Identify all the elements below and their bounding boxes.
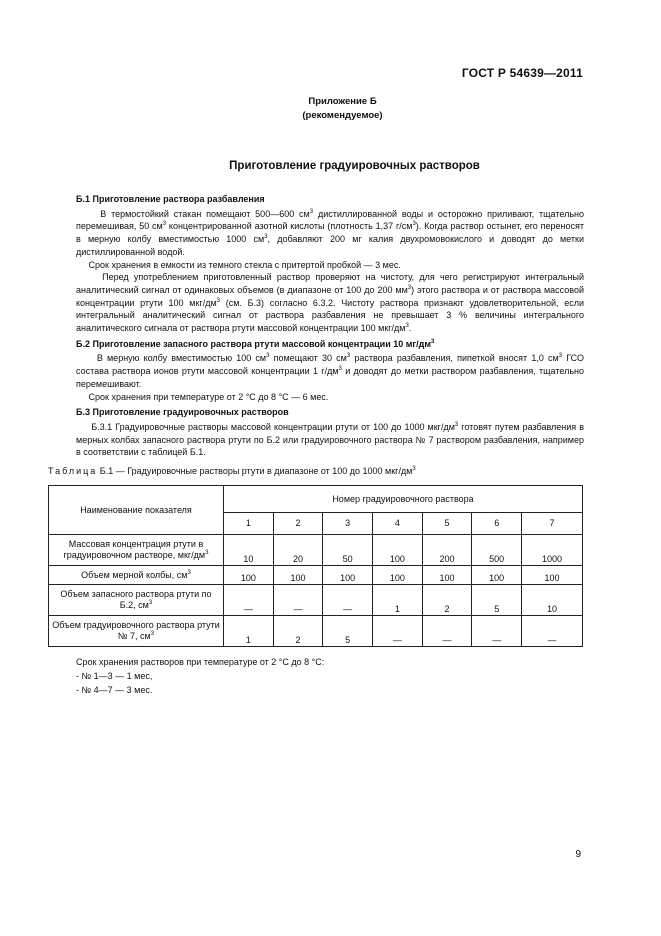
table-cell: 10 (224, 535, 274, 566)
table-cell: 100 (522, 566, 583, 585)
table-header-group: Номер градуировочного раствора (224, 486, 583, 513)
table-cell: 100 (224, 566, 274, 585)
table-row-name: Объем мерной колбы, $см^3$ (49, 566, 224, 585)
table-row (49, 535, 583, 566)
table-cell: 2 (422, 585, 472, 616)
table-cell: 10 (522, 585, 583, 616)
section-b1-paragraph-2: Срок хранения в емкости из темного стекла с притертой пробкой — 3 мес. (88, 259, 401, 270)
table-header-name: Наименование показателя (49, 486, 224, 535)
table-cell: 5 (472, 585, 522, 616)
standard-number: ГОСТ Р 54639—2011 (461, 66, 583, 80)
table-cell: 20 (273, 535, 323, 566)
table-cell: 1 (373, 585, 423, 616)
page-number: 9 (575, 849, 581, 860)
table-row-name: Объем запасного раствора ртути по Б.2, $см^3$ (49, 585, 224, 616)
table-cell: — (422, 616, 472, 647)
main-title: Приготовление градуировочных растворов (229, 160, 480, 172)
table-header-number: 7 (522, 512, 583, 534)
table-cell: 50 (323, 535, 373, 566)
table-header-number: 2 (273, 512, 323, 534)
table-row (49, 566, 583, 585)
storage-intro: Срок хранения растворов при температуре от 2 °С до 8 °С: (76, 657, 325, 667)
appendix-title: Приложение Б (308, 96, 377, 107)
appendix-note: (рекомендуемое) (302, 110, 383, 121)
section-b3-paragraph-1: Б.3.1 Градуировочные растворы массовой концентрации ртути от 100 до 1000 мкг/$дм^3$ готовят путем разбавления в мерных колбах запасного раствора ртути по Б.2 или градуировочного раствора № 7 раствором разбавления, например в соответствии с таблицей Б.1. (76, 421, 584, 458)
body-text (76, 190, 584, 459)
section-b2-paragraph-2: Срок хранения при температуре от 2 °С до 8 °С — 6 мес. (88, 391, 329, 402)
table-cell: 500 (472, 535, 522, 566)
table-header-number: 5 (422, 512, 472, 534)
table-header-number: 4 (373, 512, 423, 534)
table-header-number: 6 (472, 512, 522, 534)
table-cell: — (323, 585, 373, 616)
table-cell: 100 (422, 566, 472, 585)
table-cell: — (522, 616, 583, 647)
calibration-table (48, 485, 583, 647)
table-row-name: Массовая концентрация ртути в градуировочном растворе, мкг/$дм^3$ (49, 535, 224, 566)
section-b2-heading: Б.2 Приготовление запасного раствора ртути массовой концентрации 10 $мг/дм^3$ (76, 338, 435, 349)
table-header-number: 1 (224, 512, 274, 534)
section-b1-paragraph-1: В термостойкий стакан помещают 500—600 $см^3$ дистиллированной воды и осторожно приливают, тщательно перемешивая, 50 $см^3$ концентрированной азотной кислоты (плотность 1,37 $г/см^3$). Когда раствор остынет, его переносят в мерную колбу вместимостью 1000 $см^3$, добавляют 200 мг калия двухромовокислого и доводят до метки дистиллированной водой. (76, 208, 584, 257)
table-row (49, 616, 583, 647)
table-cell: 5 (323, 616, 373, 647)
section-b2-paragraph-1: В мерную колбу вместимостью 100 $см^3$ помещают 30 $см^3$ раствора разбавления, пипеткой вносят 1,0 $см^3$ ГСО состава раствора ионов ртути массовой концентрации 1 $г/дм^3$ и доводят до метки раствором разбавления, тщательно перемешивают. (76, 353, 584, 389)
table-header-number: 3 (323, 512, 373, 534)
table-row (49, 585, 583, 616)
section-b1-paragraph-3: Перед употреблением приготовленный раствор проверяют на чистоту, для чего регистрируют интегральный аналитический сигнал от одинаковых объемов (в диапазоне от 100 до 200 $мм^3$) этого раствора и от раствора массовой концентрации ртути 100 мкг/$дм^3$ (см. Б.3) согласно 6.3.2. Чистоту раствора признают удовлетворительной, если интегральный аналитический сигнал от раствора разбавления не превышает 3 % величины интегрального аналитического сигнала от раствора ртути массовой концентрации 100 мкг/$дм^3$. (76, 272, 584, 334)
table-cell: — (224, 585, 274, 616)
table-row-name: Объем градуировочного раствора ртути № 7, $см^3$ (49, 616, 224, 647)
section-b3-heading: Б.3 Приготовление градуировочных растворов (76, 407, 289, 418)
storage-item-1: - № 1—3 — 1 мес, (76, 671, 153, 681)
table-cell: 2 (273, 616, 323, 647)
table-cell: 100 (373, 566, 423, 585)
table-cell: 1000 (522, 535, 583, 566)
table-caption: Таблица Б.1 — Градуировочные растворы ртути в диапазоне от 100 до 1000 мкг/$дм^3$ (48, 466, 416, 476)
table-cell: 200 (422, 535, 472, 566)
storage-item-2: - № 4—7 — 3 мес. (76, 685, 153, 695)
section-b1-heading: Б.1 Приготовление раствора разбавления (76, 194, 265, 204)
storage-note (76, 655, 324, 697)
table-cell: 100 (472, 566, 522, 585)
table-cell: 1 (224, 616, 274, 647)
table-cell: 100 (273, 566, 323, 585)
table-cell: — (472, 616, 522, 647)
appendix-heading (0, 95, 661, 123)
table-cell: — (373, 616, 423, 647)
table-cell: 100 (323, 566, 373, 585)
table-cell: 100 (373, 535, 423, 566)
table-cell: — (273, 585, 323, 616)
